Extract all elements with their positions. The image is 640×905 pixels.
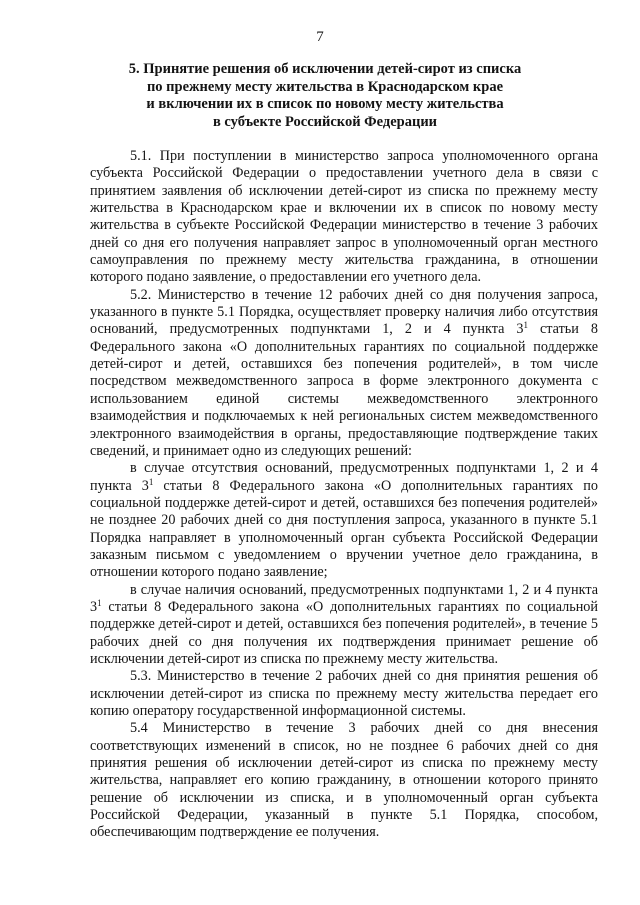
paragraph-5-1: 5.1. При поступлении в министерство запроса уполномоченного органа субъекта Российской Федерации о предоставлении учетного дела в связи с принятием заявления об исключении детей-сирот из списка по прежнему месту жительства в Краснодарском крае и включении их в список по новому месту жительства в субъекте Российской Федерации министерство в течение 3 рабочих дней со дня его получения направляет запрос в уполномоченный орган местного самоуправления по прежнему месту жительства гражданина, в отношении которого подано заявление, о предоставлении его учетного дела. [90,148,598,286]
case-absent-text-start: в случае отсутствия оснований, предусмотренных подпунктами 1, 2 и 4 пункта 3 [90,460,598,494]
section-heading [120,61,530,131]
section-heading-line-3: и включении их в список по новому месту жительства [146,96,504,112]
section-body [90,148,598,842]
section-heading-line-2: по прежнему месту жительства в Краснодарском крае [146,78,504,95]
paragraph-5-2 [90,287,598,460]
paragraph-5-2-case-absent [90,460,598,581]
section-heading-line-4: в субъекте Российской Федерации [212,113,438,130]
case-present-text-start: в случае наличия оснований, предусмотренных подпунктами 1, 2 и 4 пункта 3 [90,581,598,615]
case-absent-superscript: 1 [148,476,154,487]
page-number: 7 [316,29,324,45]
case-absent-text-end: статьи 8 Федерального закона «О дополнительных гарантиях по социальной поддержке детей-сирот и детей, оставшихся без попечения родителей» не позднее 20 рабочих дней со дня поступления запроса, указанного в пункте 5.1 Порядка направляет в уполномоченный орган субъекта Российской Федерации заказным письмом с уведомлением о вручении учетное дело гражданина, в отношении которого подано заявление; [90,477,598,581]
case-present-text-end: статьи 8 Федерального закона «О дополнительных гарантиях по социальной поддержке детей-сирот и детей, оставшихся без попечения родителей», в течение 5 рабочих дней со дня получения их подтверждения принимает решение об исключении детей-сирот из списка по прежнему месту жительства. [90,598,598,667]
paragraph-5-3: 5.3. Министерство в течение 2 рабочих дней со дня принятия решения об исключении детей-сирот из списка по прежнему месту жительства передает его копию оператору государственной информационной системы. [90,668,598,719]
paragraph-5-4: 5.4 Министерство в течение 3 рабочих дней со дня внесения соответствующих изменений в список, но не позднее 6 рабочих дней со дня принятия решения об исключении детей-сирот из списка по прежнему месту жительства, направляет его копию гражданину, в отношении которого принято решение об исключении из списка, и в уполномоченный орган субъекта Российской Федерации, указанный в пункте 5.1 Порядка, способом, обеспечивающим подтверждение ее получения. [90,720,598,841]
paragraph-5-2-text-start: 5.2. Министерство в течение 12 рабочих дней со дня получения запроса, указанного в пункте 5.1 Порядка, осуществляет проверку наличия либо отсутствия оснований, предусмотренных подпунктами 1, 2 и 4 пункта 3 [90,286,598,338]
paragraph-5-2-text-end: статьи 8 Федерального закона «О дополнительных гарантиях по социальной поддержке детей-сирот и детей, оставшихся без попечения родителей», в том числе посредством межведомственного запроса в форме электронного документа с использованием единой системы межведомственного электронного взаимодействия и подключаемых к ней региональных систем межведомственного электронного взаимодействия в органы, предоставляющие подтверждение таких сведений, и принимает одно из следующих решений: [90,321,598,459]
section-heading-line-1: 5. Принятие решения об исключении детей-сирот из списка [128,61,522,77]
paragraph-5-2-case-present [90,582,598,669]
paragraph-5-2-superscript: 1 [523,320,528,331]
case-present-superscript: 1 [97,597,102,608]
